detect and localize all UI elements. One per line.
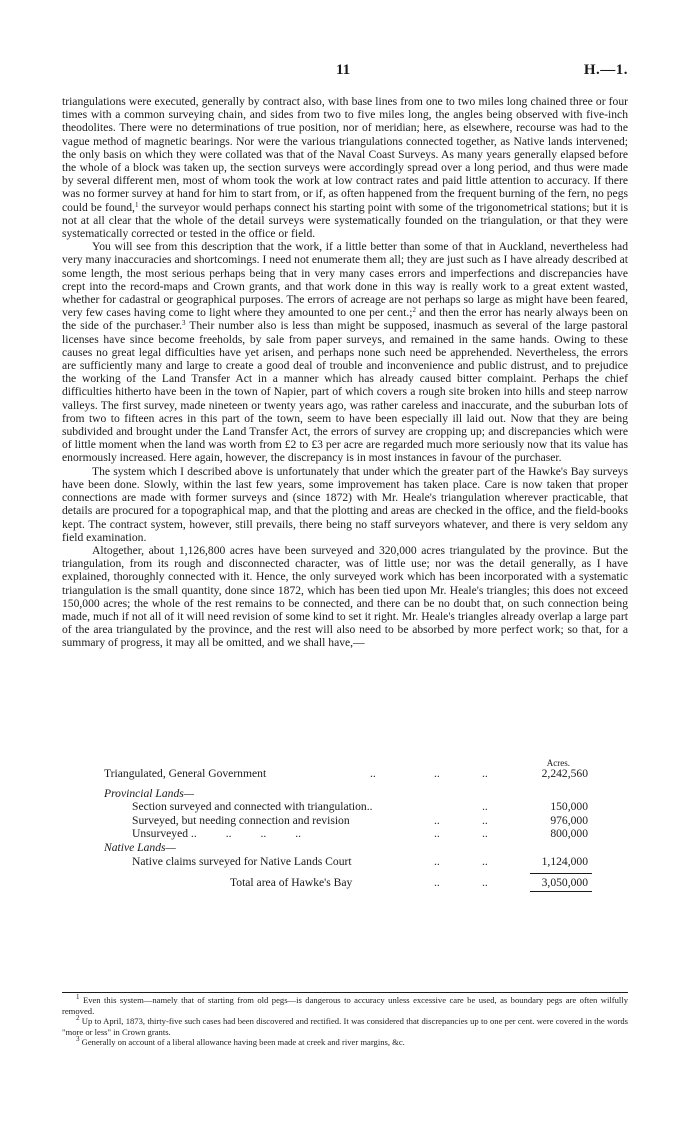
row-label: Surveyed, but needing connection and revision [132, 813, 350, 827]
footnote [62, 1037, 628, 1048]
summary-row [62, 827, 628, 841]
footnote-text: Up to April, 1873, thirty-five such cases had been discovered and rectified. It was considered that discrepancies up to one per cent. were covered in the words "more or less" in Crown grants. [62, 1016, 628, 1037]
footnote [62, 995, 628, 1016]
body-text [62, 95, 628, 650]
summary-row [62, 800, 628, 814]
unit-heading: Acres. [546, 758, 570, 768]
spacer [62, 868, 628, 876]
total-value: 3,050,000 [541, 876, 588, 890]
leader-dots: .. [482, 800, 488, 814]
group-heading: Native Lands— [104, 840, 176, 854]
paragraph-text: the surveyor would perhaps connect his starting point with some of the trigonometrical stations; but it is not at all clear that the whole of the detail surveys were systematically founded on the triangulation, or that they were systematically corrected or tested in the office or field. [62, 200, 628, 241]
row-value: 2,242,560 [541, 767, 588, 780]
leader-dots: .. [434, 767, 440, 780]
row-label: Native claims surveyed for Native Lands Court [132, 854, 352, 868]
leader-dots: .. [482, 813, 488, 827]
group-heading-native [62, 841, 628, 855]
leader-dots: .. [482, 767, 488, 780]
paper-identifier: H.—1. [583, 62, 628, 78]
row-value: 976,000 [550, 813, 588, 827]
footnote [62, 1016, 628, 1037]
row-label: Triangulated, General Government [104, 767, 267, 780]
paragraph-continued [62, 95, 628, 240]
footnote-divider [62, 992, 628, 993]
subtotal-rule [530, 873, 592, 874]
group-heading: Provincial Lands— [104, 786, 195, 800]
footnote-text: Generally on account of a liberal allowance having been made at creek and river margins, &c. [79, 1037, 405, 1048]
footnote-ref: 3 [181, 319, 186, 328]
paragraph-text: and then the error has nearly always been on the side of the purchaser. [62, 306, 628, 333]
footnote-mark: 2 [76, 1014, 80, 1023]
leader-dots: .. [482, 854, 488, 868]
paragraph: Altogether, about 1,126,800 acres have been surveyed and 320,000 acres triangulated by the province. But the triangulation, from its rough and disconnected character, was of little use; nor was the detail generally, as I have explained, thoroughly connected with it. Hence, the only surveyed work which has been incorporated with a systematic triangulation is the small quantity, done since 1872, which has been tied upon Mr. Heale's triangles; this does not exceed 150,000 acres; the whole of the rest remains to be connected, and there can be no doubt that, on such connection being made, much if not all of it will need revision of some kind to set it right. Mr. Heale's triangles already overlap a large part of the area triangulated by the province, and the rest will also need to be absorbed by more perfect work; so that, for a summary of progress, it may all be omitted, and we shall have,— [62, 543, 628, 650]
footnote-mark: 3 [76, 1035, 80, 1044]
paragraph: The system which I described above is unfortunately that under which the greater part of the Hawke's Bay surveys have been done. Slowly, within the last few years, some improvement has taken place. Care is now taken that proper connections are made with former surveys and (since 1872) with Mr. Heale's triangulation wherever practicable, that details are procured for a topographical map, and that the plotting and areas are checked in the office, and the field-books kept. The contract system, however, still prevails, there being no staff surveyors whatever, and there is very seldom any field examination. [62, 464, 628, 544]
leader-dots: .. [434, 813, 440, 827]
footnote-ref: 1 [134, 200, 139, 209]
paragraph-text: You will see from this description that the work, if a little better than some of that in Auckland, nevertheless had very many inaccuracies and shortcomings. I need not enumerate them all; they are just such as I have already described at some length, the most serious perhaps being that in very many cases errors and imperfections and discrepancies have crept into the record-maps and Crown grants, and that work done in this way is really work to a great extent wasted, whether for cadastral or geographical purposes. The errors of acreage are not perhaps so large as might have been feared, very few cases having come to light where they amounted to one per cent.; [62, 240, 628, 320]
page-header [62, 62, 628, 82]
acreage-summary-table [62, 757, 628, 890]
paragraph-text: Their number also is less than might be supposed, inasmuch as several of the large pastoral licenses have since become freeholds, by sale from paper surveys, and remained in the same hands. Owing to these causes no great legal difficulties have yet arisen, and perhaps none such need be apprehended. Nevertheless, the errors are sufficiently many and large to create a good deal of trouble and inconvenience and public distrust, and to prejudice the working of the Land Transfer Act in a manner which has already caused bitter complaint. Perhaps the chief difficulties hitherto have been in the town of Napier, part of which covers a rough site broken into hills and steep narrow valleys. The first survey, made nineteen or twenty years ago, was rather careless and inaccurate, and the suburban lots of from two to fifteen acres in this part of the town, seem to have been especially ill laid out. Now that they are being subdivided and brought under the Land Transfer Act, the errors of survey are cropping up; and discrepancies which were of little moment when the land was worth from £2 to £3 per acre are regarded much more seriously now that its value has enormously increased. Here again, however, the discrepancy is in most instances in favour of the purchaser. [62, 319, 628, 465]
summary-row [62, 814, 628, 828]
group-heading-provincial [62, 787, 628, 801]
leader-dots: .. [434, 876, 440, 890]
leader-dots: .. [370, 767, 376, 780]
footnote-text: Even this system—namely that of starting from old pegs—is dangerous to accuracy unless excessive care be used, as boundary pegs are often wilfully removed. [62, 995, 628, 1016]
paragraph [62, 240, 628, 464]
unit-heading-row [62, 757, 628, 767]
leader-dots: .. [482, 827, 488, 841]
summary-row [62, 855, 628, 869]
row-value: 800,000 [550, 827, 588, 841]
leader-dots: .. [434, 854, 440, 868]
row-value: 1,124,000 [541, 854, 588, 868]
total-rule [530, 891, 592, 892]
summary-row-total [62, 876, 628, 890]
leader-dots: .. [434, 827, 440, 841]
page-number: 11 [336, 62, 351, 78]
footnote-ref: 2 [412, 306, 417, 315]
footnote-mark: 1 [76, 993, 80, 1001]
footnotes [62, 992, 628, 1048]
paragraph-text: triangulations were executed, generally by contract also, with base lines from one to two miles long chained three or four times with a common surveying chain, and sides from two to five miles long, the angles being observed with five-inch theodolites. There were no determinations of true position, nor of meridian; here, as elsewhere, recourse was had to the vague method of magnetic bearings. Nor were the various triangulations connected together, as Native lands intervened; the only basis on which they were collated was that of the Naval Coast Surveys. As many years generally elapsed before the whole of a block was taken up, the section surveys were accordingly spread over a long period, and thus were made by several different men, most of whom took the work at low contract rates and paid little attention to accuracy. If there was no former survey at hand for him to start from, or if, as often happened from the frequent burning of the fern, no pegs could be found, [62, 95, 628, 214]
total-label: Total area of Hawke's Bay [230, 876, 353, 890]
row-label: Section surveyed and connected with triangulation.. [132, 800, 373, 814]
summary-row-general [62, 767, 628, 781]
row-value: 150,000 [550, 800, 588, 814]
leader-dots: .. [482, 876, 488, 890]
row-label: Unsurveyed .. .. .. .. [132, 827, 302, 841]
